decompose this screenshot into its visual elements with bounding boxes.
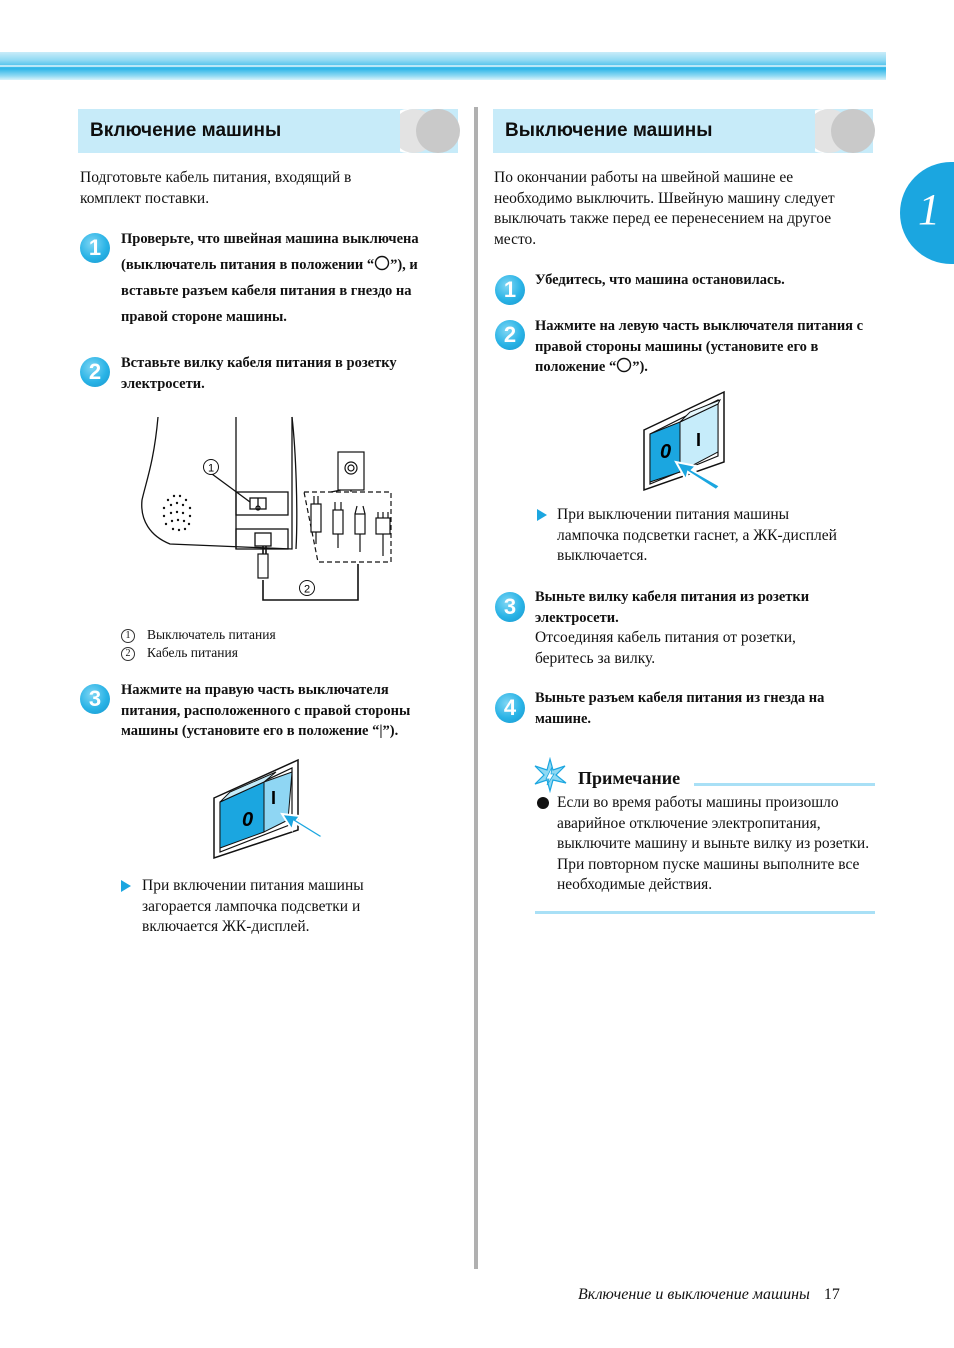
note-text: Если во время работы машины произошло аварийное отключение электропитания, выключите машину и выньте вилку из розетки. При повторном пуске машины выполните все необходимые действия.: [557, 794, 870, 893]
header-band-highlight: [0, 65, 886, 67]
switch-off-illustration: [640, 390, 760, 494]
intro-paragraph: Подготовьте кабель питания, входящий в комплект поставки.: [80, 169, 352, 207]
step-1-text: Убедитесь, что машина остановилась.: [535, 272, 785, 288]
callout-2-label: 2: [303, 583, 311, 596]
note-bottom-rule: [535, 911, 875, 914]
off-symbol-icon: [374, 255, 390, 271]
machine-power-illustration: [136, 412, 416, 612]
page-footer: [578, 1286, 840, 1304]
note-title: Примечание: [578, 768, 681, 788]
step-3-badge: 3: [495, 592, 525, 622]
chapter-number: 1: [918, 185, 940, 234]
step-2-text: Нажмите на левую часть выключателя питания с правой стороны машины (установите его в положение “ ”).: [535, 318, 864, 375]
step-2-badge: 2: [80, 357, 110, 387]
chapter-tab: [900, 162, 954, 264]
switch-on-mark: I: [271, 788, 277, 808]
power-off-result: При выключении питания машины лампочка подсветки гаснет, а ЖК-дисплей выключается.: [557, 506, 837, 564]
step-1-badge: 1: [80, 233, 110, 263]
footer-title: Включение и выключение машины: [578, 1286, 810, 1303]
page-number: 17: [823, 1286, 840, 1303]
step-2-text: Вставьте вилку кабеля питания в розетку электросети.: [121, 355, 397, 392]
column-divider: [474, 107, 478, 1269]
step-4-text: Выньте разъем кабеля питания из гнезда на машине.: [535, 690, 825, 727]
note-bullet: [537, 797, 549, 809]
intro-paragraph: По окончании работы на швейной машине ее необходимо выключить. Швейную машину следует выключать также перед ее перенесением на другое место.: [494, 169, 835, 248]
off-symbol-icon: [616, 357, 632, 373]
step-3-text: Выньте вилку кабеля питания из розетки электросети.: [535, 589, 810, 626]
step-3-detail: Отсоединяя кабель питания от розетки, беритесь за вилку.: [535, 629, 796, 667]
step-1-badge: 1: [495, 275, 525, 305]
switch-off-mark: 0: [660, 441, 672, 463]
step-3-badge: 3: [80, 684, 110, 714]
section-title-text: Выключение машины: [505, 120, 713, 141]
section-title-power-off: [493, 109, 873, 153]
step-2-badge: 2: [495, 320, 525, 350]
result-arrow-icon: [121, 880, 131, 892]
step-3-text: Нажмите на правую часть выключателя питания, расположенного с правой стороны машины (установите его в положение “|”).: [121, 682, 411, 739]
step-1-text: Проверьте, что швейная машина выключена (выключатель питания в положении “ ”), и вставьте разъем кабеля питания в гнездо на правой стороне машины.: [121, 231, 419, 325]
step-3-block: [535, 587, 855, 669]
switch-on-illustration: [210, 758, 330, 862]
legend-item: 2 Кабель питания: [121, 644, 421, 662]
title-decoration-icon: [400, 109, 460, 153]
note-title-rule: [694, 783, 875, 786]
switch-on-mark: I: [696, 430, 702, 450]
section-title-text: Включение машины: [90, 120, 282, 141]
figure-legend: [121, 626, 421, 661]
result-arrow-icon: [537, 509, 547, 521]
note-sparkle-icon: [532, 757, 568, 793]
switch-off-mark: 0: [242, 809, 254, 831]
legend-item: 1 Выключатель питания: [121, 626, 421, 644]
title-decoration-icon: [815, 109, 875, 153]
step-4-badge: 4: [495, 693, 525, 723]
power-on-result: При включении питания машины загорается лампочка подсветки и включается ЖК-дисплей.: [142, 877, 364, 935]
callout-1-label: 1: [207, 462, 215, 475]
section-title-power-on: [78, 109, 458, 153]
